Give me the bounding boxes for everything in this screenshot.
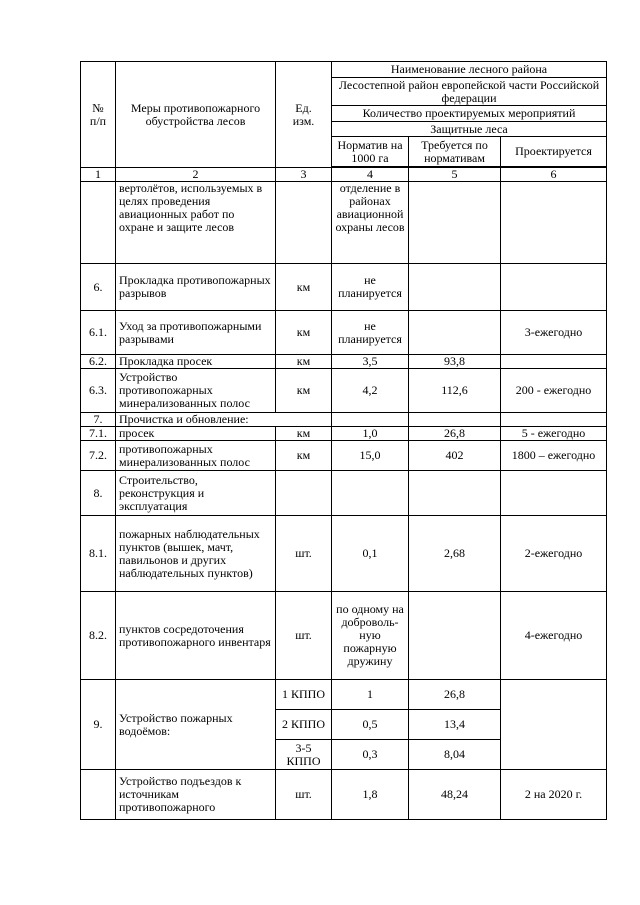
row-required: 93,8	[409, 355, 501, 369]
table-row	[81, 471, 607, 516]
table-row	[81, 311, 607, 355]
column-number-row	[81, 168, 607, 182]
column-number: 1	[81, 168, 116, 182]
row-required	[409, 471, 501, 516]
row-measure: пунктов сосредоточения противопожарного инвентаря	[116, 592, 276, 680]
row-required: 402	[409, 441, 501, 471]
table-row	[81, 441, 607, 471]
row-norm	[332, 413, 409, 427]
row-norm: отделение в районах авиационной охраны лесов	[332, 182, 409, 264]
column-number: 4	[332, 168, 409, 182]
row-number: 8.1.	[81, 516, 116, 592]
row-unit	[276, 471, 332, 516]
row-required	[409, 264, 501, 311]
row-norm	[332, 471, 409, 516]
row-number	[81, 182, 116, 264]
row-measure: Устройство пожарных водоёмов:	[116, 680, 276, 770]
row-required	[409, 592, 501, 680]
row-measure: Прочистка и обновление:	[116, 413, 332, 427]
row-measure: Уход за противопожарными разрывами	[116, 311, 276, 355]
header-forest: Защитные леса	[332, 122, 607, 137]
row-norm: не планируется	[332, 311, 409, 355]
row-unit: шт.	[276, 592, 332, 680]
row-unit: км	[276, 369, 332, 413]
row-required: 26,8	[409, 427, 501, 441]
row-norm: 1	[332, 680, 409, 710]
header-measures: Меры противопожарного обустройства лесов	[116, 62, 276, 168]
row-measure: вертолётов, используемых в целях проведения авиационных работ по охране и защите лесов	[116, 182, 276, 264]
header-unit: Ед. изм.	[276, 62, 332, 168]
row-projected	[501, 413, 607, 427]
header-region: Лесостепной район европейской части Российской федерации	[332, 78, 607, 106]
row-unit	[276, 182, 332, 264]
header-region-name: Наименование лесного района	[332, 62, 607, 78]
row-number: 8.	[81, 471, 116, 516]
row-required	[409, 182, 501, 264]
row-number: 8.2.	[81, 592, 116, 680]
row-measure: Устройство подъездов к источникам противопожарного	[116, 770, 276, 820]
row-unit: км	[276, 264, 332, 311]
row-measure: просек	[116, 427, 276, 441]
row-number: 7.2.	[81, 441, 116, 471]
row-required	[409, 311, 501, 355]
header-required: Требуется по нормативам	[409, 137, 501, 167]
row-measure: Устройство противопожарных минерализованных полос	[116, 369, 276, 413]
row-norm: 0,5	[332, 710, 409, 740]
row-norm: 0,1	[332, 516, 409, 592]
row-unit: 1 КППО	[276, 680, 332, 710]
row-norm: 1,0	[332, 427, 409, 441]
row-number: 6.3.	[81, 369, 116, 413]
fire-prevention-table	[80, 61, 607, 820]
row-number: 6.	[81, 264, 116, 311]
column-number: 5	[409, 168, 501, 182]
row-required: 48,24	[409, 770, 501, 820]
table-row	[81, 369, 607, 413]
row-number: 7.	[81, 413, 116, 427]
column-number: 3	[276, 168, 332, 182]
table-row	[81, 264, 607, 311]
row-unit: шт.	[276, 770, 332, 820]
row-projected: 3-ежегодно	[501, 311, 607, 355]
row-norm: по одному на доброволь-ную пожарную дружину	[332, 592, 409, 680]
table-row	[81, 182, 607, 264]
row-projected	[501, 355, 607, 369]
table-row	[81, 680, 607, 710]
row-norm: 4,2	[332, 369, 409, 413]
row-unit: км	[276, 427, 332, 441]
row-required: 8,04	[409, 740, 501, 770]
row-projected: 2 на 2020 г.	[501, 770, 607, 820]
row-measure: пожарных наблюдательных пунктов (вышек, мачт, павильонов и других наблюдательных пунктов)	[116, 516, 276, 592]
table-row	[81, 413, 607, 427]
row-projected	[501, 182, 607, 264]
row-projected	[501, 680, 607, 770]
row-required	[409, 413, 501, 427]
row-number: 9.	[81, 680, 116, 770]
row-norm: 1,8	[332, 770, 409, 820]
row-projected	[501, 264, 607, 311]
header-projected: Проектируется	[501, 137, 607, 167]
table-row	[81, 770, 607, 820]
row-number: 6.1.	[81, 311, 116, 355]
table-row	[81, 355, 607, 369]
column-number: 2	[116, 168, 276, 182]
row-number: 7.1.	[81, 427, 116, 441]
row-number	[81, 770, 116, 820]
row-required: 112,6	[409, 369, 501, 413]
row-required: 13,4	[409, 710, 501, 740]
table-row	[81, 592, 607, 680]
row-norm: 3,5	[332, 355, 409, 369]
row-number: 6.2.	[81, 355, 116, 369]
row-measure: Прокладка просек	[116, 355, 276, 369]
header-norm: Норматив на 1000 га	[332, 137, 409, 167]
row-measure: Прокладка противопожарных разрывов	[116, 264, 276, 311]
row-projected: 4-ежегодно	[501, 592, 607, 680]
row-unit: км	[276, 355, 332, 369]
row-unit: 3-5 КППО	[276, 740, 332, 770]
row-norm: 0,3	[332, 740, 409, 770]
table-row	[81, 427, 607, 441]
column-number: 6	[501, 168, 607, 182]
row-unit: шт.	[276, 516, 332, 592]
header-num: № п/п	[81, 62, 116, 168]
table-row	[81, 516, 607, 592]
header-quantity: Количество проектируемых мероприятий	[332, 106, 607, 122]
row-projected: 5 - ежегодно	[501, 427, 607, 441]
row-unit: км	[276, 311, 332, 355]
row-required: 26,8	[409, 680, 501, 710]
row-norm: 15,0	[332, 441, 409, 471]
row-measure: противопожарных минерализованных полос	[116, 441, 276, 471]
row-unit: 2 КППО	[276, 710, 332, 740]
row-norm: не планируется	[332, 264, 409, 311]
row-unit: км	[276, 441, 332, 471]
row-required: 2,68	[409, 516, 501, 592]
row-projected: 200 - ежегодно	[501, 369, 607, 413]
row-measure: Строительство, реконструкция и эксплуатация	[116, 471, 276, 516]
header-row	[81, 62, 607, 78]
row-projected: 1800 – ежегодно	[501, 441, 607, 471]
row-projected	[501, 471, 607, 516]
row-projected: 2-ежегодно	[501, 516, 607, 592]
